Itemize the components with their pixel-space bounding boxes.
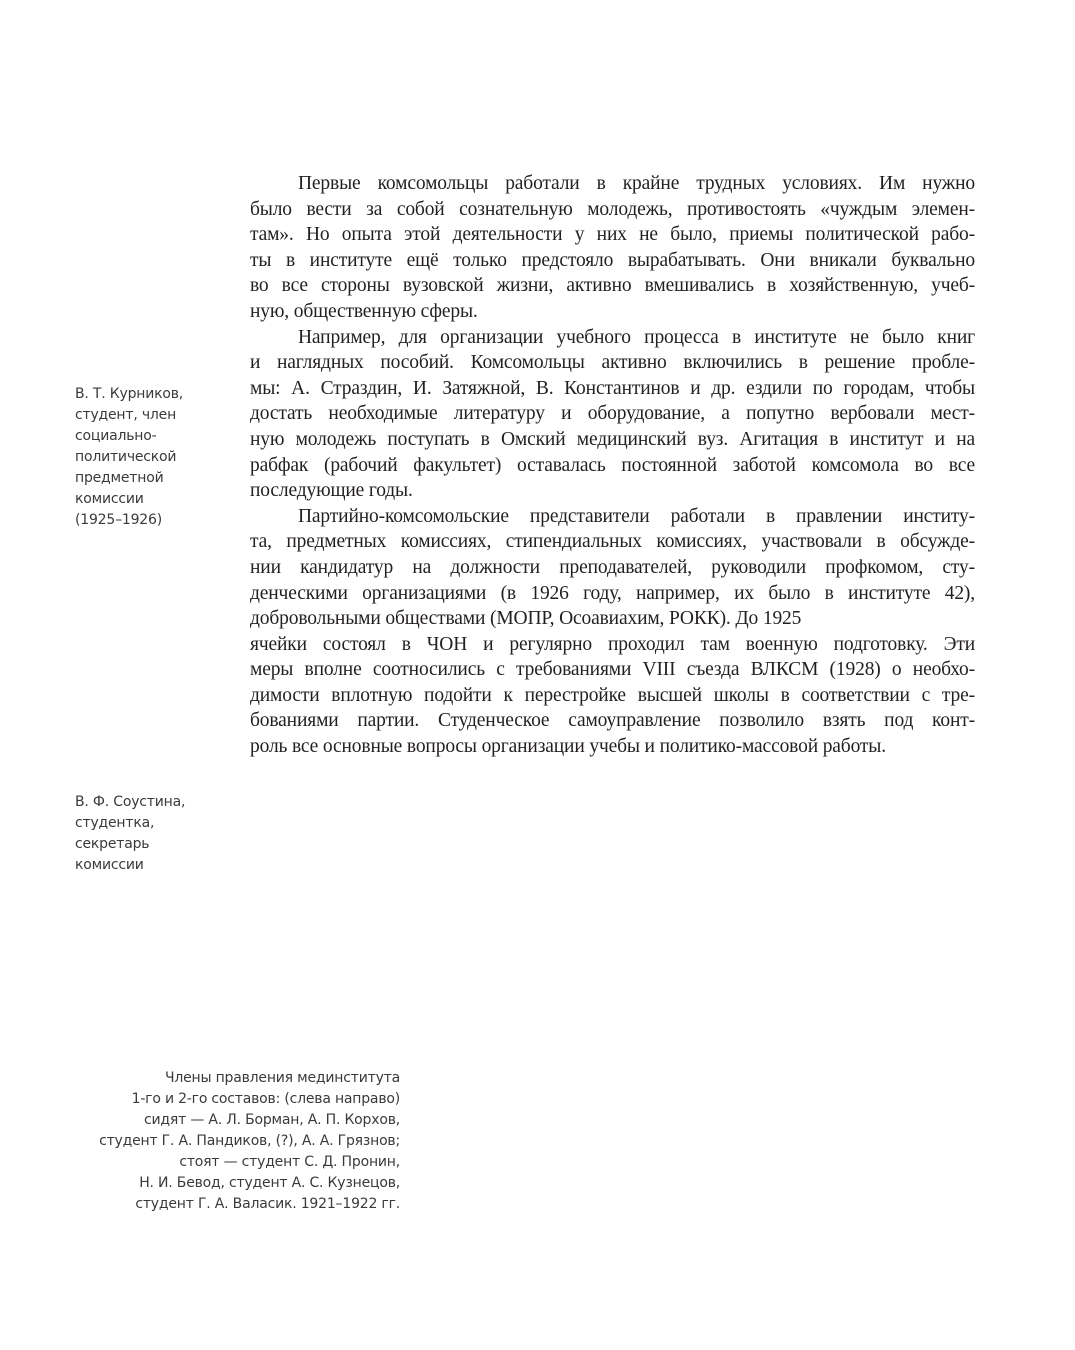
text-line: во все стороны вузовской жизни, активно вмешивались в хозяйственную, учеб-	[250, 275, 975, 297]
text-line: мы: А. Страздин, И. Затяжной, В. Константинов и др. ездили по городам, чтобы	[250, 377, 975, 399]
caption-line: студент, член	[75, 407, 177, 423]
text-line: ячейки состоял в ЧОН и регулярно проходил там военную подготовку. Эти	[250, 633, 975, 655]
group-photo-caption	[60, 1068, 400, 1215]
text-line: последующие годы.	[250, 480, 413, 502]
text-line: роль все основные вопросы организации учебы и политико-массовой работы.	[250, 736, 886, 758]
text-line: нии кандидатур на должности преподавателей, руководили профкомом, сту-	[250, 556, 975, 578]
caption-line: 1-го и 2-го составов: (слева направо)	[131, 1091, 400, 1107]
caption-line: стоят — студент С. Д. Пронин,	[179, 1154, 400, 1170]
caption-line: комиссии	[75, 857, 144, 873]
text-line: бованиями партии. Студенческое самоуправление позволило взять под конт-	[250, 710, 975, 732]
caption-line: Члены правления мединститута	[164, 1070, 400, 1086]
text-line: там». Но опыта этой деятельности у них не было, приемы политической рабо-	[250, 224, 975, 246]
text-line: та, предметных комиссиях, стипендиальных комиссиях, участвовали в обсужде-	[250, 531, 975, 553]
text-line: рабфак (рабочий факультет) оставалась постоянной заботой комсомола во все	[250, 454, 975, 476]
text-line: меры вполне соотносились с требованиями VIII съезда ВЛКСМ (1928) о необхо-	[250, 659, 975, 681]
paragraph-2	[250, 325, 975, 504]
caption-line: Н. И. Бевод, студент А. С. Кузнецов,	[139, 1175, 400, 1191]
caption-line: студент Г. А. Пандиков, (?), А. А. Грязнов;	[99, 1133, 400, 1149]
paragraph-1	[250, 171, 975, 325]
portrait-caption-soustina	[75, 792, 245, 876]
caption-line: В. Т. Курников,	[75, 386, 184, 402]
caption-line: (1925–1926)	[75, 512, 162, 528]
text-line: и наглядных пособий. Комсомольцы активно включились в решение пробле-	[250, 352, 975, 374]
text-line: достать необходимые литературу и оборудование, а попутно вербовали мест-	[250, 403, 975, 425]
text-line: димости вплотную подойти к перестройке высшей школы в соответствии с тре-	[250, 684, 975, 706]
text-line: ную молодежь поступать в Омский медицинский вуз. Агитация в институт и на	[250, 428, 975, 450]
text-line: добровольными обществами (МОПР, Осоавиахим, РОКК). До 1925	[250, 608, 802, 630]
text-line: ную, общественную сферы.	[250, 300, 478, 322]
caption-line: секретарь	[75, 836, 150, 852]
caption-line: сидят — А. Л. Борман, А. П. Корхов,	[144, 1112, 400, 1128]
caption-line: студентка,	[75, 815, 155, 831]
caption-line: комиссии	[75, 491, 144, 507]
text-line: Первые комсомольцы работали в крайне трудных условиях. Им нужно	[298, 173, 975, 194]
text-line: Например, для организации учебного процесса в институте не было книг	[298, 326, 975, 348]
text-line: Партийно-комсомольские представители работали в правлении институ-	[298, 505, 975, 527]
caption-line: предметной	[75, 470, 164, 486]
text-line: денческими организациями (в 1926 году, например, их было в институте 42),	[250, 582, 975, 604]
text-line: ты в институте ещё только предстояло вырабатывать. Они вникали буквально	[250, 249, 975, 271]
caption-line: политической	[75, 449, 177, 465]
caption-line: студент Г. А. Валасик. 1921–1922 гг.	[135, 1196, 400, 1212]
paragraph-3	[250, 504, 975, 760]
caption-line: социально-	[75, 428, 157, 444]
main-text	[250, 171, 975, 760]
caption-line: В. Ф. Соустина,	[75, 794, 186, 810]
text-line: было вести за собой сознательную молодежь, противостоять «чуждым элемен-	[250, 198, 975, 220]
portrait-caption-kurnikov	[75, 384, 245, 531]
